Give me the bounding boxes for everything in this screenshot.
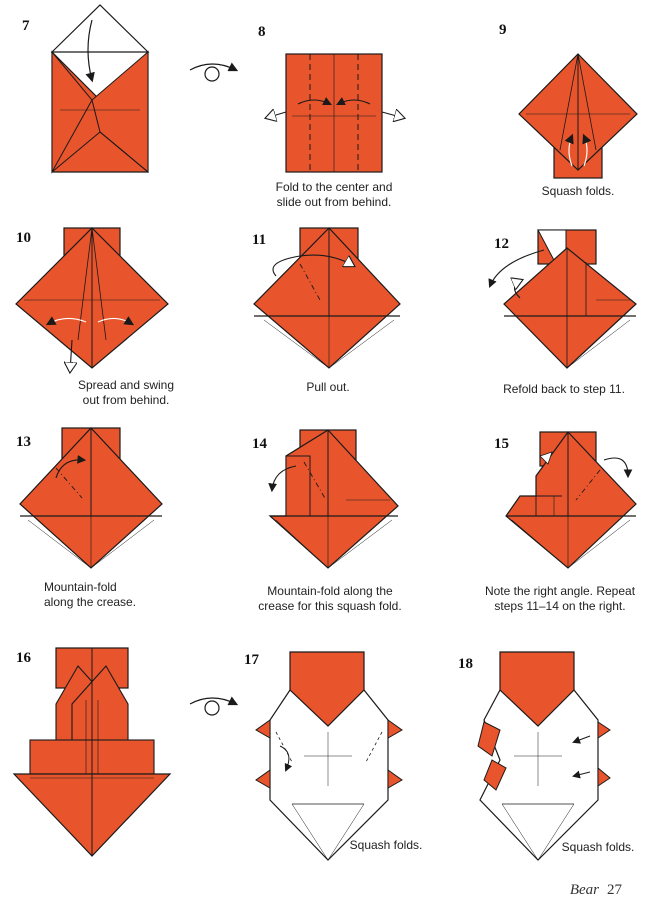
turn-over-icon-2	[190, 698, 236, 715]
caption-line: slide out from behind.	[276, 195, 392, 209]
caption-line: Spread and swing	[77, 378, 175, 392]
step-number: 11	[252, 232, 267, 248]
step-8-caption	[252, 180, 416, 210]
step-15-diagram	[506, 432, 636, 568]
caption-line: along the crease.	[44, 595, 137, 609]
step-8-diagram	[266, 54, 404, 172]
step-number: 12	[494, 236, 509, 252]
step-number: 17	[244, 652, 259, 668]
step-14-diagram	[270, 430, 398, 568]
step-number: 15	[494, 436, 509, 452]
caption-line: Fold to the center and	[275, 180, 393, 194]
step-13-caption	[44, 580, 174, 610]
caption-line: Mountain-fold	[44, 580, 117, 594]
caption-line: out from behind.	[82, 393, 170, 407]
step-number: 13	[16, 434, 31, 450]
step-12-diagram	[490, 230, 636, 368]
step-9-caption	[522, 184, 634, 199]
caption-line: steps 11–14 on the right.	[494, 599, 626, 613]
step-17-caption	[340, 838, 432, 853]
footer-title: Bear	[569, 882, 599, 898]
step-14-caption	[240, 584, 420, 614]
caption-line: Mountain-fold along the	[267, 584, 393, 598]
step-number: 7	[22, 18, 30, 34]
step-number: 16	[16, 650, 31, 666]
step-17-diagram	[256, 652, 402, 860]
step-15-caption	[474, 584, 646, 614]
step-7-diagram	[52, 5, 148, 172]
caption-line: Squash folds.	[561, 840, 635, 854]
step-12-caption	[490, 382, 638, 397]
step-number: 9	[499, 22, 507, 38]
caption-line: Squash folds.	[541, 184, 615, 198]
caption-line: Refold back to step 11.	[503, 382, 625, 396]
step-10-caption	[60, 378, 192, 408]
caption-line: Squash folds.	[349, 838, 423, 852]
step-number: 8	[258, 24, 266, 40]
step-18-diagram	[478, 652, 610, 860]
page-footer	[570, 882, 622, 899]
caption-line: crease for this squash fold.	[258, 599, 402, 613]
turn-over-icon	[190, 64, 236, 81]
step-number: 10	[16, 230, 31, 246]
step-13-diagram	[20, 428, 162, 568]
step-9-diagram	[519, 54, 637, 178]
step-16-diagram	[14, 648, 170, 856]
caption-line: Pull out.	[306, 380, 350, 394]
step-number: 14	[252, 436, 267, 452]
step-11-caption	[288, 380, 368, 395]
step-11-diagram	[254, 228, 400, 368]
step-10-diagram	[16, 228, 168, 372]
caption-line: Note the right angle. Repeat	[484, 584, 636, 598]
step-18-caption	[552, 840, 644, 855]
step-number: 18	[458, 656, 473, 672]
page-number: 27	[607, 882, 622, 898]
